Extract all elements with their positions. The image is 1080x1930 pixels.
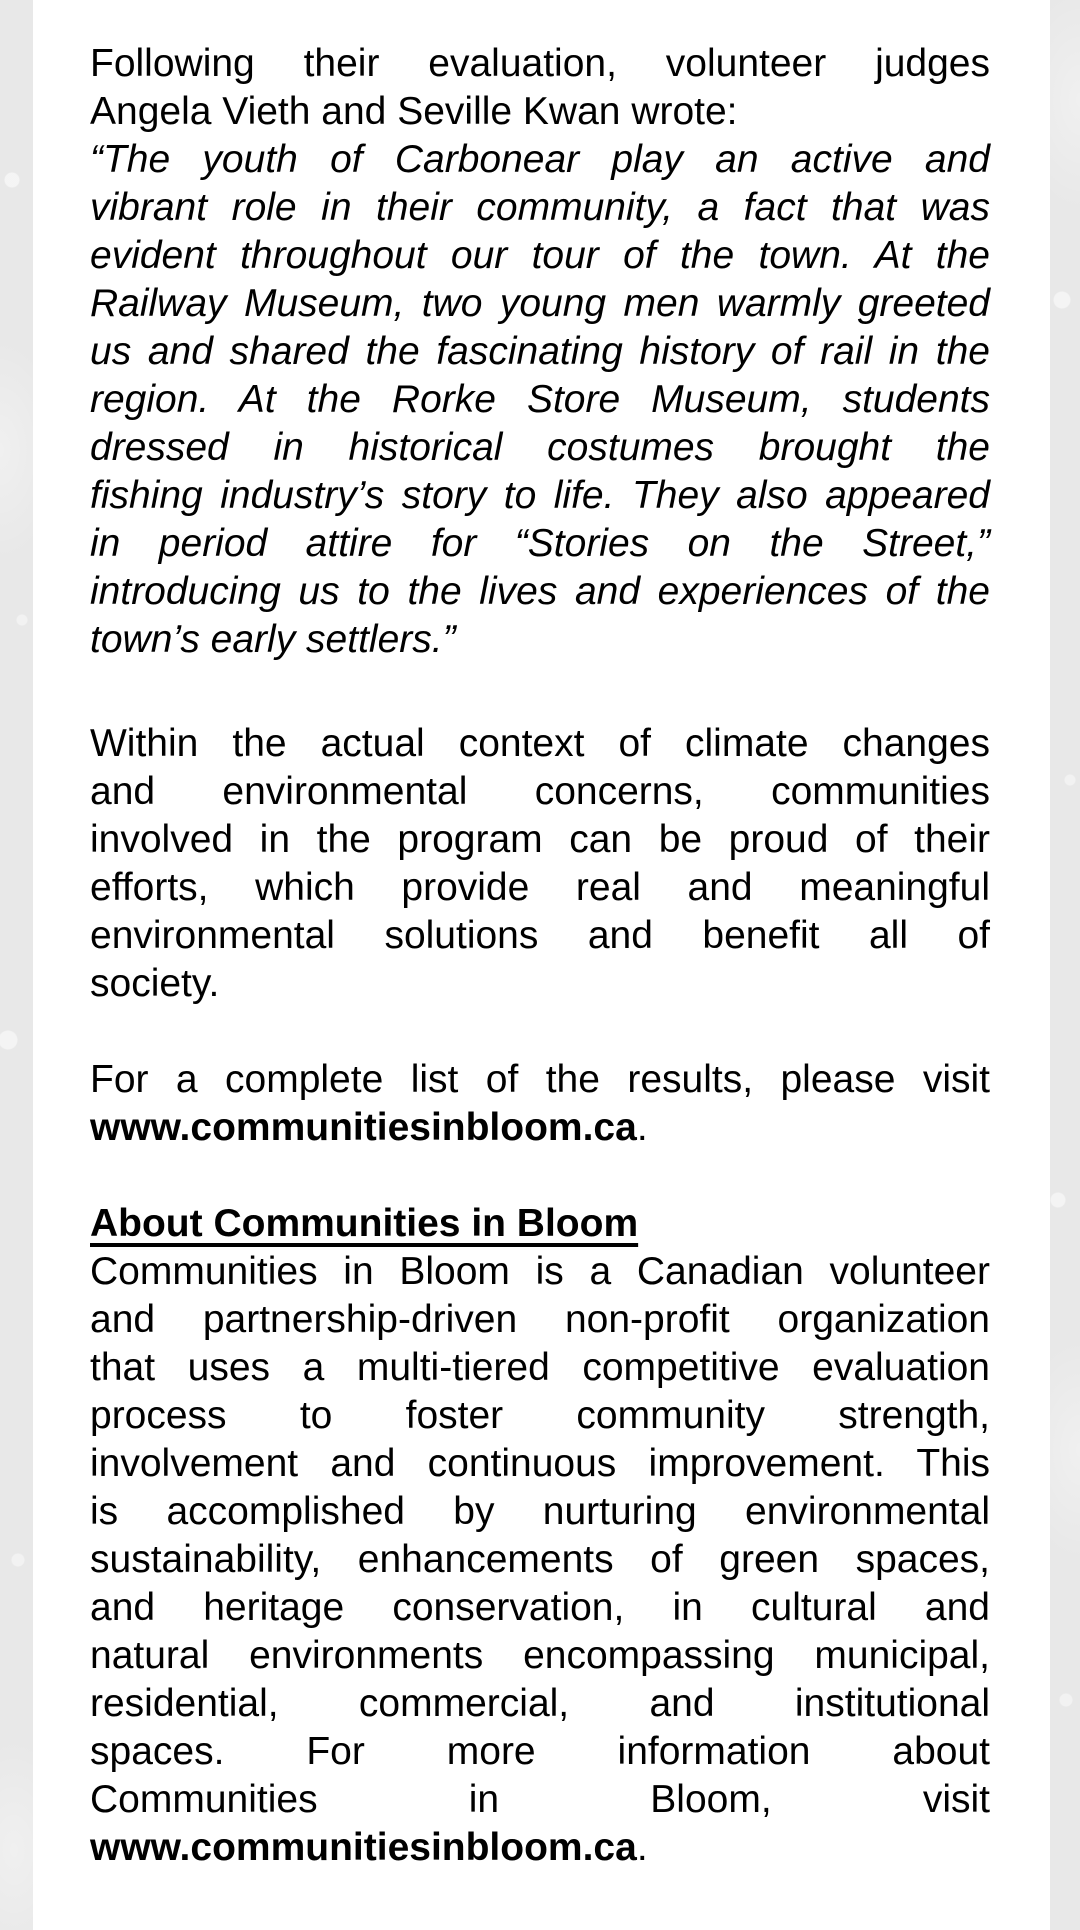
article-text [33, 0, 1050, 1872]
text-line: town’s early settlers.” [90, 618, 456, 661]
results-paragraph [90, 1056, 990, 1152]
text-line: region. At the Rorke Store Museum, students [90, 378, 990, 421]
text-line: Within the actual context of climate changes [90, 722, 990, 765]
text-line: Communities in Bloom, visit [90, 1778, 990, 1821]
results-url: www.communitiesinbloom.ca [90, 1106, 637, 1149]
climate-paragraph [90, 720, 990, 1008]
intro-paragraph [90, 40, 990, 136]
text-line: Railway Museum, two young men warmly greeted [90, 282, 990, 325]
text-line: and partnership-driven non-profit organization [90, 1298, 990, 1341]
text-line: fishing industry’s story to life. They also appeared [90, 474, 990, 517]
text-line: vibrant role in their community, a fact that was [90, 186, 990, 229]
text-line: involvement and continuous improvement. This [90, 1442, 990, 1485]
text-line: residential, commercial, and institutional [90, 1682, 990, 1725]
text-line [90, 1104, 990, 1152]
text-line: dressed in historical costumes brought the [90, 426, 990, 469]
judges-quote [90, 136, 990, 664]
text-line: introducing us to the lives and experiences of the [90, 570, 990, 613]
text-line: involved in the program can be proud of their [90, 818, 990, 861]
text-line: Following their evaluation, volunteer judges [90, 42, 990, 85]
text-line: sustainability, enhancements of green spaces, [90, 1538, 990, 1581]
text-line: Angela Vieth and Seville Kwan wrote: [90, 90, 738, 133]
text-line: and heritage conservation, in cultural and [90, 1586, 990, 1629]
text-line: society. [90, 962, 220, 1005]
text-line: efforts, which provide real and meaningful [90, 866, 990, 909]
text-line: us and shared the fascinating history of rail in the [90, 330, 990, 373]
text-line: For a complete list of the results, please visit [90, 1058, 990, 1101]
text-line [90, 1824, 990, 1872]
text-segment: . [636, 1106, 648, 1149]
text-line: is accomplished by nurturing environmental [90, 1490, 990, 1533]
text-line: and environmental concerns, communities [90, 770, 990, 813]
text-line: spaces. For more information about [90, 1730, 990, 1773]
about-paragraph [90, 1248, 990, 1872]
text-line: environmental solutions and benefit all of [90, 914, 990, 957]
text-line: in period attire for “Stories on the Street,” [90, 522, 990, 565]
about-url: www.communitiesinbloom.ca [90, 1826, 637, 1869]
text-line: “The youth of Carbonear play an active and [90, 138, 990, 181]
text-line: process to foster community strength, [90, 1394, 990, 1437]
text-line: natural environments encompassing municipal, [90, 1634, 990, 1677]
about-heading: About Communities in Bloom [90, 1202, 639, 1245]
text-line: Communities in Bloom is a Canadian volunteer [90, 1250, 990, 1293]
text-segment: . [636, 1826, 648, 1869]
text-line: evident throughout our tour of the town. At the [90, 234, 990, 277]
text-line: that uses a multi-tiered competitive evaluation [90, 1346, 990, 1389]
article-card [33, 0, 1050, 1930]
